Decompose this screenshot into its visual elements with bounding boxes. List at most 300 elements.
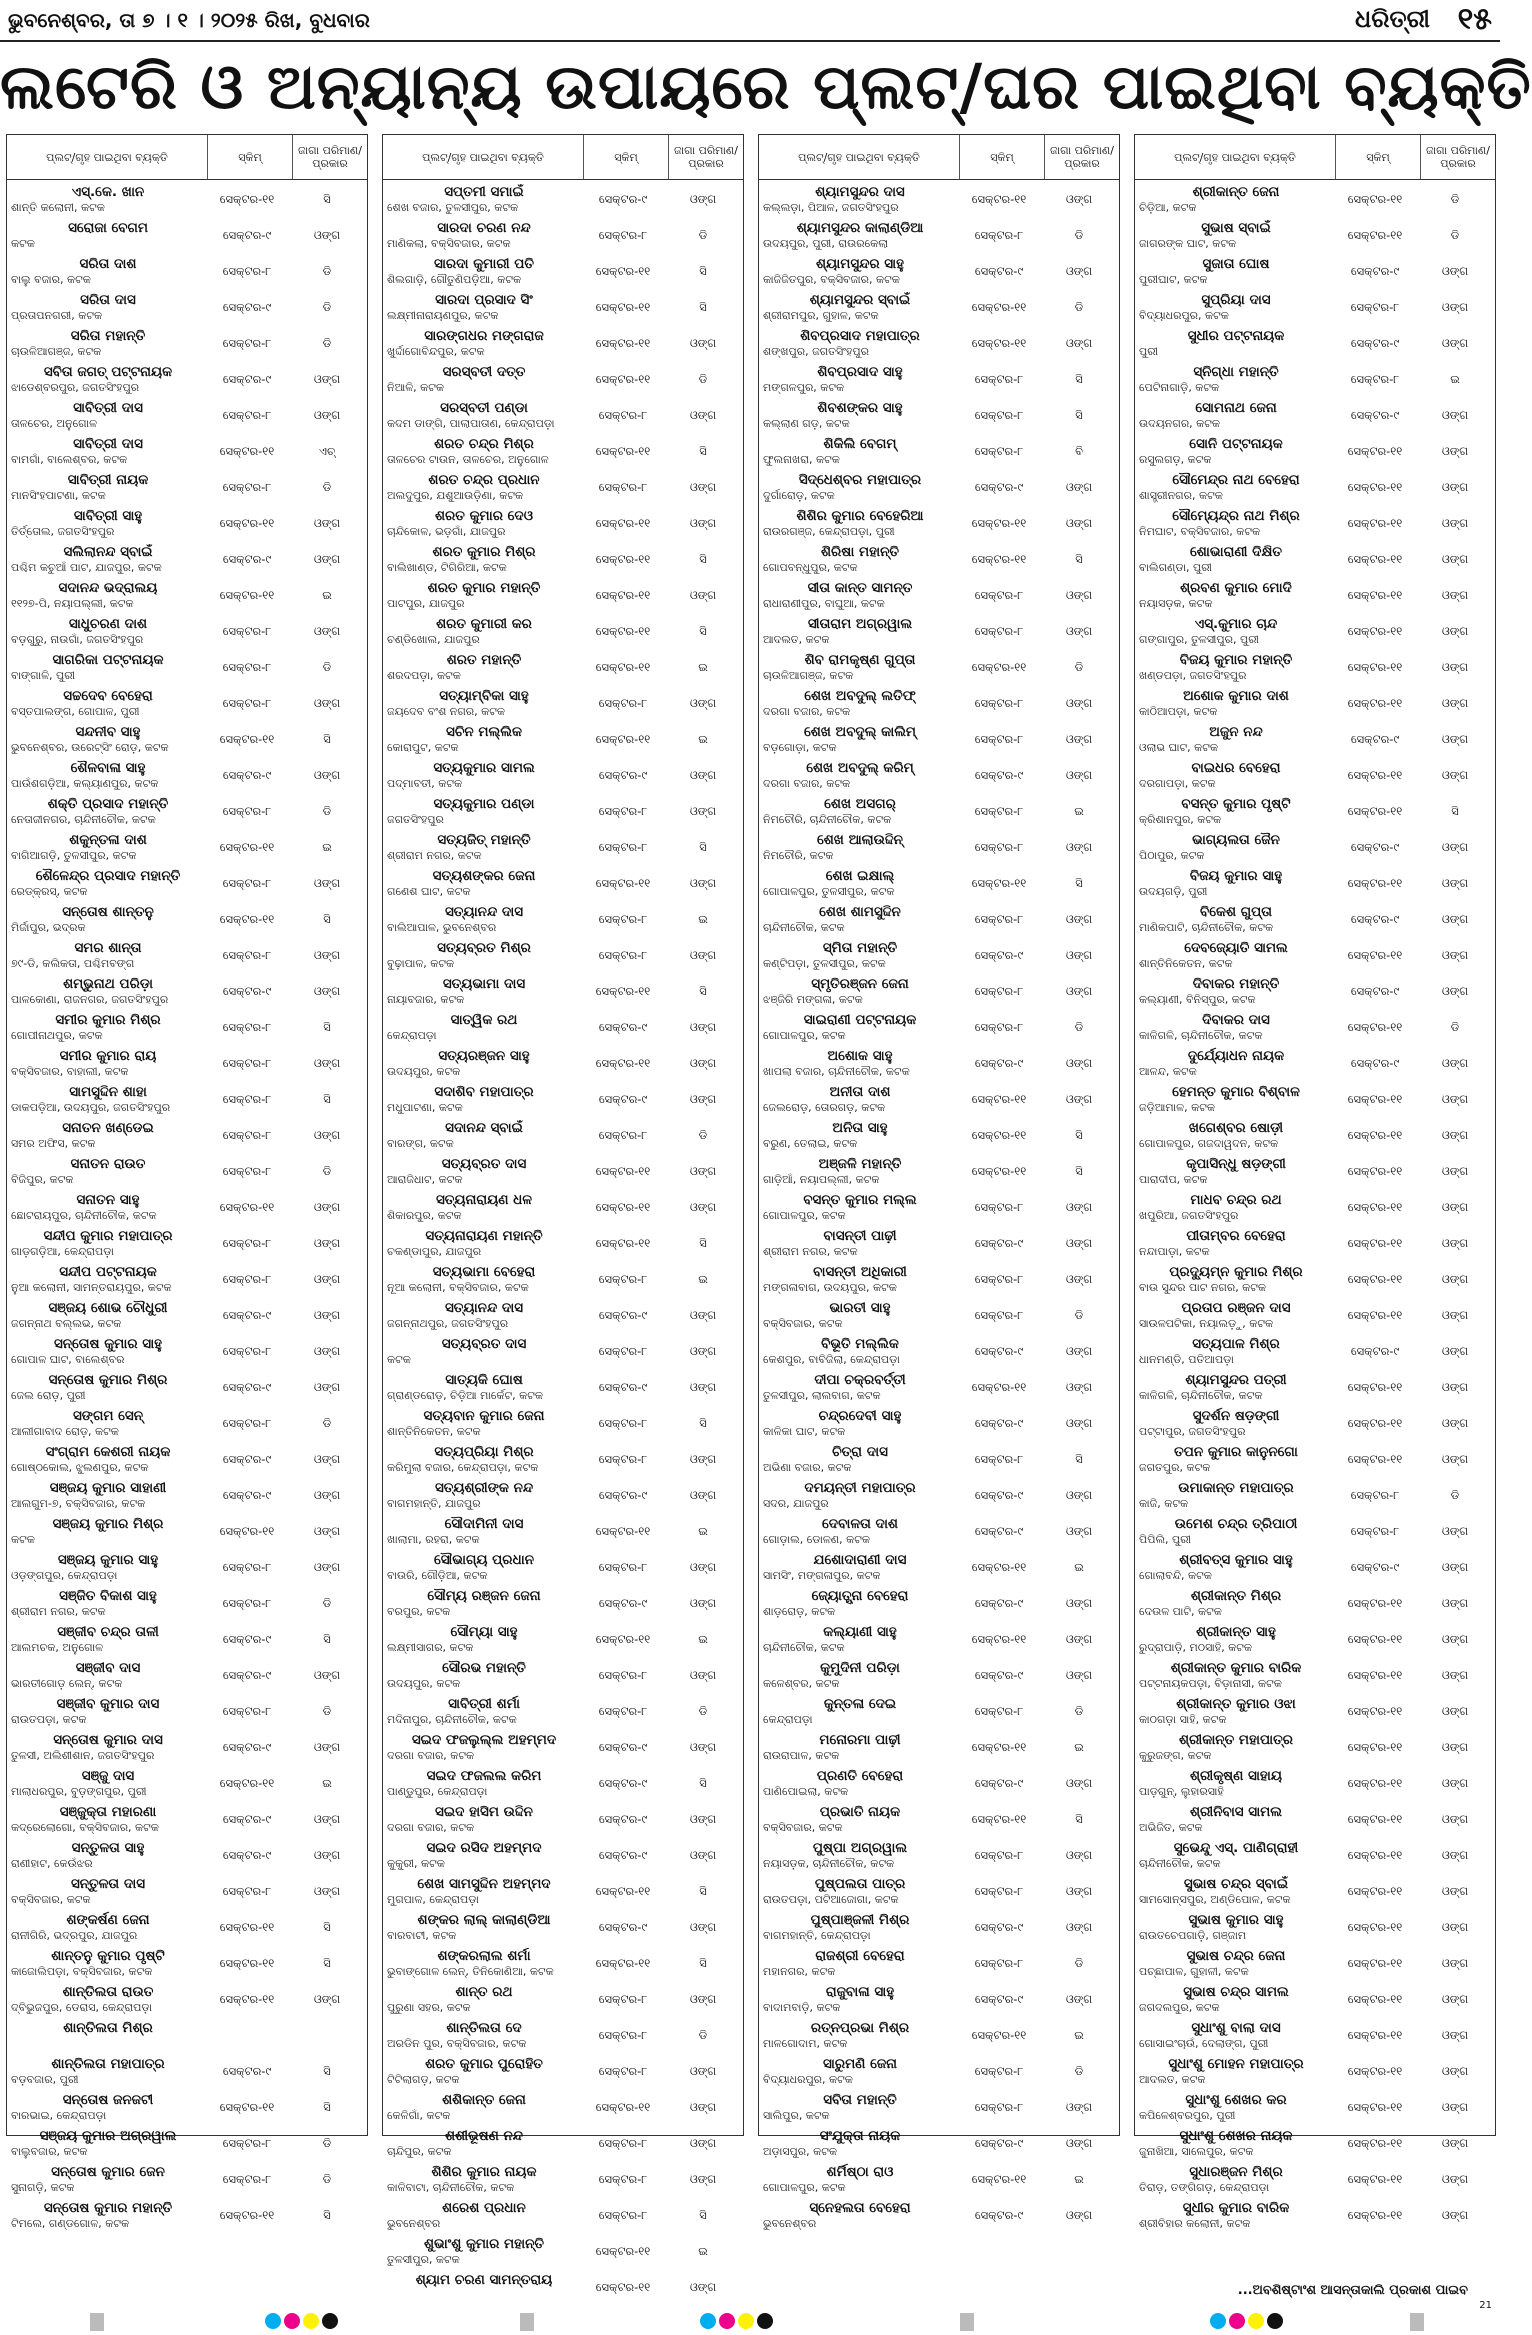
allottee-name: ଶ୍ୟାମସୁନ୍ଦର ଦାସ — [815, 184, 905, 200]
allottee-address: କାଠଗଡ଼ା ସାହି, କଟକ — [1139, 1713, 1227, 1726]
plot-size-value: ଓଙ୍ଗ — [313, 1308, 341, 1322]
allottee-address: ନିମଚୌରି, ଚାନ୍ଦିନୀଚୌକ, କଟକ — [763, 813, 892, 826]
allottee-address: ଜାଗରଙ୍କ ଘାଟ, କଟକ — [1139, 237, 1237, 250]
plot-size-value: ଓଙ୍ଗ — [689, 480, 717, 494]
plot-size-value: ଓଙ୍ଗ — [1441, 912, 1469, 926]
table-row — [1135, 218, 1495, 254]
table-row — [383, 1334, 743, 1370]
table-row — [759, 1586, 1119, 1622]
plot-size-value: ସି — [699, 1776, 707, 1790]
plot-size-value: ଓଙ୍ଗ — [689, 1596, 717, 1610]
allottee-address: ପେଟିନାଗାଡ଼ି, କଟକ — [1139, 381, 1220, 394]
plot-size-value: ଡି — [322, 2172, 332, 2186]
allottee-address: ଶ୍ରୀବିହାର କଲୋନୀ, କଟକ — [1139, 2217, 1251, 2230]
scheme-value: ସେକ୍ଟର-୧୧ — [595, 372, 651, 386]
plot-size-value: ଓଙ୍ଗ — [689, 408, 717, 422]
scheme-value: ସେକ୍ଟର-୮ — [222, 1344, 272, 1358]
scheme-value: ସେକ୍ଟର-୧୧ — [595, 2244, 651, 2258]
allottee-address: ଜଗନ୍ନାଥପୁର, ଜଗତସିଂହପୁର — [387, 1317, 509, 1330]
scheme-value: ସେକ୍ଟର-୮ — [598, 1272, 648, 1286]
scheme-value: ସେକ୍ଟର-୯ — [1350, 984, 1400, 998]
allottee-name: ଶରତ କୁମାର ଦେଓ — [434, 508, 534, 524]
scheme-value: ସେକ୍ଟର-୮ — [974, 1308, 1024, 1322]
table-row — [383, 2090, 743, 2126]
table-row — [7, 1190, 367, 1226]
scheme-value: ସେକ୍ଟର-୧୧ — [971, 660, 1027, 674]
plot-size-value: ଓଙ୍ଗ — [1065, 588, 1093, 602]
plot-size-value: ଓଙ୍ଗ — [1065, 1092, 1093, 1106]
allottee-name: ଶ୍ରୀକୃଷ୍ଣ ସାହାୟ — [1189, 1768, 1283, 1784]
allottee-name: ସତ୍ୟବ୍ରତ ମିଶ୍ର — [437, 940, 531, 956]
allottee-address: ଭୁବନେଶ୍ବର — [763, 2217, 817, 2230]
plot-size-value: ଡି — [1074, 1956, 1084, 1970]
table-row — [759, 542, 1119, 578]
plot-size-value: ଡି — [322, 1704, 332, 1718]
plot-size-value: ଓଙ୍ଗ — [689, 2100, 717, 2114]
scheme-value: ସେକ୍ଟର-୯ — [974, 1776, 1024, 1790]
table-row — [7, 938, 367, 974]
allottee-address: ବାଗମହାନ୍ତି, ଯାଜପୁର — [387, 1497, 481, 1510]
scheme-value: ସେକ୍ଟର-୮ — [598, 480, 648, 494]
allottee-name: ବସନ୍ତ କୁମାର ମଲ୍ଲ — [803, 1192, 917, 1208]
scheme-value: ସେକ୍ଟର-୧୧ — [1347, 2172, 1403, 2186]
table-row — [1135, 650, 1495, 686]
table-row — [383, 938, 743, 974]
allottee-address: ରାଧାରାଣୀପୁର, ବାଘୁଆ, କଟକ — [763, 597, 885, 610]
allottee-address: ଭୁବାଙ୍ଗୋଳ ଲେନ୍, ତିନିକୋଣିଆ, କଟକ — [387, 1965, 554, 1978]
allottee-name: ସନ୍ତୋଷ କୁମାର ମିଶ୍ର — [48, 1372, 168, 1388]
allottee-address: ପାରାଦୀପ, କଟକ — [1139, 1173, 1208, 1186]
allottee-address: ଗୋପାଳପୁର, ତୁଳସୀପୁର, କଟକ — [763, 885, 895, 898]
allottee-name: ପ୍ରଦ୍ୟୁମ୍ନ କୁମାର ମିଶ୍ର — [1169, 1264, 1303, 1280]
scheme-value: ସେକ୍ଟର-୧୧ — [219, 1200, 275, 1214]
allottee-name: ଶେଖ ଇକ୍ଷାଲ୍ — [825, 868, 895, 884]
table-row — [7, 1406, 367, 1442]
plot-size-value: ଓଙ୍ଗ — [313, 768, 341, 782]
allottee-address: ଉଦୟନଗର, କଟକ — [1139, 417, 1221, 430]
allottee-address: ମାଳଗୋଦାମ, କଟକ — [763, 2037, 848, 2050]
cyan-dot — [1210, 2313, 1226, 2329]
table-row — [759, 1154, 1119, 1190]
allottee-name: ଏସ୍.କୁମାର ଚାନ୍ଦ — [1194, 616, 1278, 632]
plot-size-value: ଡି — [1074, 2064, 1084, 2078]
table-row — [383, 542, 743, 578]
allottee-name: ଦିବାକର ଦାସ — [1202, 1012, 1270, 1028]
table-row — [1135, 1154, 1495, 1190]
scheme-value: ସେକ୍ଟର-୯ — [1350, 912, 1400, 926]
plot-size-value: ଓଙ୍ଗ — [689, 804, 717, 818]
table-row — [759, 1082, 1119, 1118]
plot-size-value: ଓଙ୍ଗ — [1441, 732, 1469, 746]
plot-size-value: ଡି — [322, 1416, 332, 1430]
plot-size-value: ସି — [323, 1092, 331, 1106]
allottee-name: ଏସ୍‌.କେ. ଖାନ — [71, 184, 145, 200]
allottee-address: ବୁଢ଼ାପାଳ, କଟକ — [387, 957, 455, 970]
allottee-address: କାଜିଜିତପୁର, ବକ୍ସିବଜାର, କଟକ — [763, 273, 900, 286]
allottee-address: ଆଲମଚକ, ଅନୁଗୋଳ — [11, 1641, 104, 1654]
allottee-name: ଶିବପ୍ରସାଦ ସାହୁ — [817, 364, 903, 380]
allottee-name: ସୋମନାଥ ଜେନା — [1195, 400, 1277, 416]
plot-size-value: ଓଙ୍ଗ — [1441, 1956, 1469, 1970]
plot-size-value: ଓଙ୍ଗ — [1065, 948, 1093, 962]
scheme-value: ସେକ୍ଟର-୧୧ — [595, 1956, 651, 1970]
allottee-name: ଶୁଭାଂଶୁ କୁମାର ମହାନ୍ତି — [423, 2236, 545, 2252]
allottee-address: କେଳିଗାଁ, କଟକ — [387, 2109, 451, 2122]
allottee-name: ଶଶୀଭୂଷଣ ନନ୍ଦ — [444, 2128, 523, 2144]
allottee-name: ସୁଧାଂଶୁ ଶେଖର ନାୟକ — [1179, 2128, 1293, 2144]
plot-size-value: ଓଙ୍ଗ — [1441, 444, 1469, 458]
scheme-value: ସେକ୍ଟର-୧୧ — [595, 300, 651, 314]
allottee-name: ସମର ଶାନ୍ତା — [74, 940, 142, 956]
table-row — [383, 866, 743, 902]
scheme-value: ସେକ୍ଟର-୧୧ — [595, 1884, 651, 1898]
header-name: ପ୍ଲଟ୍‌/ଗୃହ ପାଇଥିବା ବ୍ୟକ୍ତି — [1135, 135, 1336, 179]
table-row — [383, 1478, 743, 1514]
scheme-value: ସେକ୍ଟର-୧୧ — [1347, 1596, 1403, 1610]
scheme-value: ସେକ୍ଟର-୧୧ — [1347, 444, 1403, 458]
table-row — [1135, 1334, 1495, 1370]
allottee-name: ସାରଦା କୁମାରୀ ପତି — [434, 256, 534, 272]
allottee-name: ସାବିତ୍ରୀ ନାୟକ — [67, 472, 149, 488]
table-row — [1135, 290, 1495, 326]
allottee-address: କୁକୁରୀ, କଟକ — [387, 1857, 445, 1870]
table-row — [1135, 2054, 1495, 2090]
scheme-value: ସେକ୍ଟର-୧୧ — [219, 2208, 275, 2222]
allottee-address: ଜୁନାଖିଆ, ସାଲେପୁର, କଟକ — [1139, 2145, 1254, 2158]
plot-size-value: ଡି — [1074, 228, 1084, 242]
table-row — [1135, 1550, 1495, 1586]
allottee-name: ସାବିତ୍ରୀ ସାହୁ — [73, 508, 143, 524]
allottee-address: କପିଳେଶ୍ବରପୁର, ପୁରୀ — [1139, 2109, 1236, 2122]
table-row — [383, 722, 743, 758]
allottee-name: ସତ୍ୟବାନ କୁମାର ଜେନା — [423, 1408, 545, 1424]
table-row — [383, 2054, 743, 2090]
scheme-value: ସେକ୍ଟର-୧୧ — [219, 840, 275, 854]
allottee-address: ଜଡ଼ିଆମାଳ, କଟକ — [1139, 1101, 1215, 1114]
allottee-name: ସାରଙ୍ଗଧର ମଙ୍ଗରାଜ — [424, 328, 544, 344]
plot-size-value: ଓଙ୍ଗ — [689, 2136, 717, 2150]
table-row — [1135, 2018, 1495, 2054]
scheme-value: ସେକ୍ଟର-୯ — [974, 1416, 1024, 1430]
scheme-value: ସେକ୍ଟର-୮ — [222, 336, 272, 350]
scheme-value: ସେକ୍ଟର-୧୧ — [971, 1092, 1027, 1106]
allottee-name: ସୁଧୀର ପଟ୍ଟନାୟକ — [1187, 328, 1285, 344]
allottee-address: ଓଡ଼ଙ୍ଗପୁର, କେନ୍ଦ୍ରାପଡ଼ା — [11, 1569, 118, 1582]
plot-size-value: ସି — [323, 732, 331, 746]
header-size: ଜାଗା ପରିମାଣ/ ପ୍ରକାର — [1050, 144, 1114, 170]
scheme-value: ସେକ୍ଟର-୯ — [1350, 1560, 1400, 1574]
plot-size-value: ଓଙ୍ଗ — [689, 1920, 717, 1934]
plot-size-value: ଓଙ୍ଗ — [1065, 516, 1093, 530]
allottee-address: ନୟାସଡ଼କ, କଟକ — [1139, 597, 1213, 610]
scheme-value: ସେକ୍ଟର-୧୧ — [1347, 768, 1403, 782]
scheme-value: ସେକ୍ଟର-୮ — [222, 1704, 272, 1718]
plot-size-value: ଓଙ୍ଗ — [1441, 948, 1469, 962]
allottee-address: ପାଉଁଶଗଡ଼ିଆ, କଲ୍ୟାଣପୁର, କଟକ — [11, 777, 159, 790]
plot-size-value: ଓଙ୍ଗ — [313, 984, 341, 998]
allottee-address: ଗଙ୍ଗାପୁର, ତୁଳସୀପୁର, ପୁରୀ — [1139, 633, 1259, 646]
scheme-value: ସେକ୍ଟର-୧୧ — [1347, 2064, 1403, 2078]
allottee-name: ବିଜୟ କୁମାର ମହାନ୍ତି — [1179, 652, 1293, 668]
allottee-name: ଚିତ୍ରା ଦାସ — [832, 1444, 888, 1460]
allottee-name: ଉମେଶ ଚନ୍ଦ୍ର ତ୍ରିପାଠୀ — [1174, 1516, 1298, 1532]
table-row — [7, 2198, 367, 2234]
plot-size-value: ଡି — [698, 372, 708, 386]
allottee-name: ଶାନ୍ତିଲତା ଦେ — [446, 2020, 522, 2036]
allottee-name: ବାସନ୍ତୀ ଅଧିକାରୀ — [813, 1264, 907, 1280]
allottee-name: ସାରୁମଣି ଜେନା — [822, 2056, 898, 2072]
allottee-address: କାଳିଗଳି, ଚାନ୍ଦିନୀଚୌକ, କଟକ — [1139, 1029, 1263, 1042]
allottee-name: ସଞ୍ଜୁ ଦାସ — [81, 1768, 135, 1784]
scheme-value: ସେକ୍ଟର-୮ — [974, 732, 1024, 746]
plot-size-value: ଓଙ୍ଗ — [1441, 1560, 1469, 1574]
table-row — [7, 1298, 367, 1334]
allottee-address: କେନ୍ଦ୍ରାପଡ଼ା — [387, 1029, 437, 1042]
scheme-value: ସେକ୍ଟର-୮ — [598, 1668, 648, 1682]
scheme-value: ସେକ୍ଟର-୮ — [598, 1452, 648, 1466]
table-row — [7, 470, 367, 506]
scheme-value: ସେକ୍ଟର-୮ — [974, 1020, 1024, 1034]
header-size: ଜାଗା ପରିମାଣ/ ପ୍ରକାର — [1426, 144, 1490, 170]
scheme-value: ସେକ୍ଟର-୧୧ — [971, 1128, 1027, 1142]
table-row — [759, 1118, 1119, 1154]
scheme-value: ସେକ୍ଟର-୯ — [598, 1308, 648, 1322]
plot-size-value: ଓଙ୍ଗ — [1441, 2028, 1469, 2042]
table-row — [759, 578, 1119, 614]
allottee-address: ନାୟାବଜାର, କଟକ — [387, 993, 465, 1006]
table-row — [1135, 1730, 1495, 1766]
allottee-address: ବଡ଼ଗୁରୁ, ନାଉଗାଁ, ଜଗତସିଂହପୁର — [11, 633, 144, 646]
plot-size-value: ଇ — [322, 1776, 332, 1790]
allottee-name: ସରିତା ମହାନ୍ତି — [70, 328, 146, 344]
plot-size-value: ଓଙ୍ଗ — [1441, 840, 1469, 854]
allottee-address: ଚାଉଳିଆଗଞ୍ଜ, କଟକ — [11, 345, 102, 358]
allottee-name: ଅଞ୍ଜଳି ମହାନ୍ତି — [818, 1156, 902, 1172]
allottee-address: ସମର ଅଫିସ, କଟକ — [11, 1137, 96, 1150]
allottee-address: ବକ୍ସିବଜାର, ବାହାଲୀ, କଟକ — [11, 1065, 129, 1078]
column-1 — [6, 134, 368, 2230]
table-row — [759, 1730, 1119, 1766]
plot-size-value: ଓଙ୍ଗ — [313, 372, 341, 386]
allottee-name: ସୌମେନ୍ଦ୍ର ନାଥ ବେହେରା — [1172, 472, 1300, 488]
cyan-dot — [700, 2313, 716, 2329]
table-row — [759, 2198, 1119, 2234]
allottee-name: ସନାତନ ସାହୁ — [76, 1192, 140, 1208]
table-row — [383, 290, 743, 326]
allottee-address: ଚାନ୍ଦିନୀଚୌକ, କଟକ — [763, 1641, 845, 1654]
allottee-address: ଉଦୟପୁର, କଟକ — [387, 1677, 461, 1690]
scheme-value: ସେକ୍ଟର-୧୧ — [971, 1380, 1027, 1394]
table-row — [383, 2234, 743, 2270]
scheme-value: ସେକ୍ଟର-୯ — [598, 1812, 648, 1826]
scheme-value: ସେକ୍ଟର-୧୧ — [971, 1812, 1027, 1826]
allottee-address: ଭୁବନେଶ୍ବର, ଉରେଟ୍ସିଂ ରୋଡ଼, କଟକ — [11, 741, 169, 754]
plot-size-value: ଡି — [698, 228, 708, 242]
allottee-address: ଚାନ୍ଦିନୀଚୌକ, କଟକ — [763, 921, 845, 934]
allottee-name: ସନ୍ଦୀପ ପଟ୍ଟନାୟକ — [59, 1264, 157, 1280]
table-row — [759, 1694, 1119, 1730]
table-row — [759, 1190, 1119, 1226]
allottee-name: ଶାନ୍ତିଲତା ରାଉତ — [62, 1984, 154, 2000]
allottee-address: ଆଲୀଗାବାଦ ରୋଡ଼, କଟକ — [11, 1425, 119, 1438]
allottee-name: ସଞ୍ଜୁକ୍ତା ମହାରଣା — [59, 1804, 157, 1820]
allottee-name: ଯଶୋଦାରାଣୀ ଦାସ — [813, 1552, 907, 1568]
table-row — [7, 974, 367, 1010]
allottee-address: କଦମ ଡାଙ୍ଗି, ପାଲାପାତାଣ, କେନ୍ଦ୍ରାପଡ଼ା — [387, 417, 555, 430]
table-row — [383, 362, 743, 398]
scheme-value: ସେକ୍ଟର-୮ — [974, 984, 1024, 998]
allottee-address: ପାଣିପୋଇଲା, କଟକ — [763, 1785, 849, 1798]
allottee-address: ଭାରତୀଗୋଡ଼ ଲେନ୍, କଟକ — [11, 1677, 123, 1690]
table-row — [759, 470, 1119, 506]
scheme-value: ସେକ୍ଟର-୮ — [598, 912, 648, 926]
plot-size-value: ଓଙ୍ଗ — [1441, 768, 1469, 782]
plot-size-value: ଓଙ୍ଗ — [689, 2280, 717, 2294]
header-name: ପ୍ଲଟ୍‌/ଗୃହ ପାଇଥିବା ବ୍ୟକ୍ତି — [7, 135, 208, 179]
scheme-value: ସେକ୍ଟର-୯ — [222, 984, 272, 998]
allottee-address: କେନ୍ଦ୍ରାପଡ଼ା — [763, 1713, 813, 1726]
scheme-value: ସେକ୍ଟର-୮ — [974, 228, 1024, 242]
plot-size-value: ଓଙ୍ଗ — [1065, 1380, 1093, 1394]
allottee-name: ସନ୍ତୋଷ ଶାନ୍ତନୁ — [62, 904, 154, 920]
allottee-name: ସପ୍ତମୀ ସମାଇଁ — [444, 184, 524, 200]
allottee-address: ଅରଡିନ ପୁର, ବକ୍ସିବଜାର, କଟକ — [387, 2037, 527, 2050]
allottee-address: କ୍ରିଶାନପୁର, କଟକ — [1139, 813, 1222, 826]
plot-size-value: ସି — [1075, 552, 1083, 566]
scheme-value: ସେକ୍ଟର-୧୧ — [1347, 1416, 1403, 1430]
table-row — [383, 254, 743, 290]
allottee-address: କାଜି, କଟକ — [1139, 1497, 1189, 1510]
allottee-name: ସତ୍ୟଜିତ୍ ମହାନ୍ତି — [437, 832, 531, 848]
plot-size-value: ଓଙ୍ଗ — [313, 1128, 341, 1142]
allottee-name: କୃପାସିନ୍ଧୁ ଷଡ଼ଙ୍ଗୀ — [1186, 1156, 1286, 1172]
plot-size-value: ଓଙ୍ଗ — [313, 516, 341, 530]
allottee-name: ସଦାନନ୍ଦ ସ୍ବାଇଁ — [445, 1120, 523, 1136]
plot-size-value: ଇ — [1074, 804, 1084, 818]
plot-size-value: ଓଙ୍ଗ — [1441, 696, 1469, 710]
scheme-value: ସେକ୍ଟର-୧୧ — [1347, 1020, 1403, 1034]
table-row — [759, 1406, 1119, 1442]
scheme-value: ସେକ୍ଟର-୮ — [974, 2100, 1024, 2114]
table-header — [759, 135, 1119, 180]
allottee-address: କଦ୍ରେଲୋଗୋ, ବକ୍ସିବଜାର, କଟକ — [11, 1821, 159, 1834]
allottee-name: ସତ୍ୟନାରାୟଣ ଧଳ — [435, 1192, 533, 1208]
table-row — [759, 2054, 1119, 2090]
table-row — [7, 254, 367, 290]
scheme-value: ସେକ୍ଟର-୧୧ — [1347, 1128, 1403, 1142]
plot-size-value: ଓଙ୍ଗ — [1441, 2208, 1469, 2222]
allottee-name: ସବିତା ମହାନ୍ତି — [823, 2092, 897, 2108]
allottee-address: ଦୁର୍ଗାରୋଡ଼, କଟକ — [763, 489, 835, 502]
allottee-name: ଶଶିକାନ୍ତ ଜେନା — [442, 2092, 526, 2108]
table-row — [383, 1370, 743, 1406]
plot-size-value: ଓଙ୍ଗ — [313, 1524, 341, 1538]
plot-size-value: ସି — [323, 2208, 331, 2222]
plot-size-value: ଏଚ୍‌ — [318, 444, 336, 458]
scheme-value: ସେକ୍ଟର-୧୧ — [1347, 1956, 1403, 1970]
allottee-name: ସନ୍ତୁଳତା ସାହୁ — [71, 1840, 145, 1856]
allottee-address: ନିମଚୌରି, କଟକ — [763, 849, 834, 862]
allottee-name: ସୁଭାଷ ସ୍ବାଇଁ — [1201, 220, 1271, 236]
table-row — [759, 2126, 1119, 2162]
header-scheme: ସ୍କିମ୍‌ — [584, 135, 669, 179]
scheme-value: ସେକ୍ଟର-୧୧ — [219, 912, 275, 926]
table-row — [1135, 974, 1495, 1010]
allottee-address: ଉଦୟପୁର, କଟକ — [387, 1065, 461, 1078]
allottee-name: ଶର୍ମିଷ୍ଠା ରାଓ — [826, 2164, 894, 2180]
allottee-address: ଜଗଦଲପୁର, କଟକ — [1139, 2001, 1220, 2014]
scheme-value: ସେକ୍ଟର-୧୧ — [1347, 588, 1403, 602]
allottee-name: ଶଙ୍କର୍ଷଣ ଜେନା — [66, 1912, 150, 1928]
allottee-address: ପାଳକୋଣା, ରାଜନଗର, ଜଗତସିଂହପୁର — [11, 993, 169, 1006]
table-row — [383, 1262, 743, 1298]
allottee-name: ସ୍ମୃତିରଞ୍ଜନ ଜେନା — [811, 976, 909, 992]
allottee-name: ସବିତା ଜଗତ୍ ପଟ୍ଟନାୟକ — [43, 364, 173, 380]
scheme-value: ସେକ୍ଟର-୯ — [598, 1848, 648, 1862]
table-row — [1135, 614, 1495, 650]
plot-size-value: ସି — [699, 2208, 707, 2222]
scheme-value: ସେକ୍ଟର-୮ — [974, 1452, 1024, 1466]
table-row — [383, 1874, 743, 1910]
plot-size-value: ଇ — [322, 588, 332, 602]
color-registration-bar — [700, 2313, 773, 2331]
plot-size-value: ଓଙ୍ଗ — [689, 1380, 717, 1394]
table-row — [1135, 1478, 1495, 1514]
allottee-name: ସାଗରିକା ପଟ୍ଟନାୟକ — [52, 652, 164, 668]
plot-size-value: ଡି — [1450, 192, 1460, 206]
table-row — [1135, 506, 1495, 542]
table-row — [1135, 1298, 1495, 1334]
allottee-address: ବାଉରି, ଗୌଡ଼ିଆ, କଟକ — [387, 1569, 488, 1582]
scheme-value: ସେକ୍ଟର-୮ — [222, 1164, 272, 1178]
allottee-name: ସତ୍ୟବ୍ରତ ଦାସ — [441, 1156, 527, 1172]
scheme-value: ସେକ୍ଟର-୯ — [1350, 264, 1400, 278]
scheme-value: ସେକ୍ଟର-୮ — [974, 912, 1024, 926]
plot-size-value: ଓଙ୍ଗ — [313, 1884, 341, 1898]
plot-size-value: ଓଙ୍ଗ — [689, 588, 717, 602]
plot-size-value: ସି — [1451, 804, 1459, 818]
allottee-name: ସୁଭାଷ ଚନ୍ଦ୍ର ସ୍ବାଇଁ — [1183, 1876, 1289, 1892]
allottee-address: ସାଲିପୁର, କଟକ — [763, 2109, 830, 2122]
allottee-name: ସାଧୁଚରଣ ଦାଶ — [68, 616, 148, 632]
allottee-name: ସୁଧୀର କୁମାର ବାରିକ — [1182, 2200, 1290, 2216]
allottee-address: କାଜୋଲିପଡ଼ା, ବକ୍ସିବଜାର, କଟକ — [11, 1965, 153, 1978]
table-row — [759, 506, 1119, 542]
allottee-name: ଶେଖ ଅବଦୁଲ୍ କରିମ୍ — [806, 760, 914, 776]
allottee-name: ସରିତା ଦାଶ — [79, 256, 137, 272]
allottee-name: ସଞ୍ଜୟ କୁମାର ସାହୁ — [57, 1552, 159, 1568]
table-row — [1135, 1802, 1495, 1838]
plot-size-value: ଓଙ୍ଗ — [1441, 876, 1469, 890]
allottee-address: ବଡ଼ବଜାର, ପୁରୀ — [11, 2073, 79, 2086]
allottee-name: ପ୍ରଣତି ବେହେରା — [816, 1768, 904, 1784]
scheme-value: ସେକ୍ଟର-୮ — [974, 1884, 1024, 1898]
allottee-address: ଶିକାରପୁର, କଟକ — [387, 1209, 462, 1222]
allottee-address: ଅଡ଼ାସପୁର, କଟକ — [763, 2145, 837, 2158]
plot-size-value: ଇ — [698, 1632, 708, 1646]
scheme-value: ସେକ୍ଟର-୧୧ — [595, 1236, 651, 1250]
plot-size-value: ଓଙ୍ଗ — [1441, 336, 1469, 350]
allottee-name: ସୌମ୍ୟା ସାହୁ — [450, 1624, 518, 1640]
allottee-address: ପଟ୍ଟାପୁର, ଜଗତସିଂହପୁର — [1139, 1425, 1246, 1438]
plot-size-value: ସି — [699, 444, 707, 458]
scheme-value: ସେକ୍ଟର-୧୧ — [219, 516, 275, 530]
allottee-address: ସଦର, ଯାଜପୁର — [763, 1497, 829, 1510]
plot-size-value: ଓଙ୍ଗ — [1065, 984, 1093, 998]
table-row — [7, 1154, 367, 1190]
table-row — [759, 866, 1119, 902]
scheme-value: ସେକ୍ଟର-୮ — [222, 408, 272, 422]
